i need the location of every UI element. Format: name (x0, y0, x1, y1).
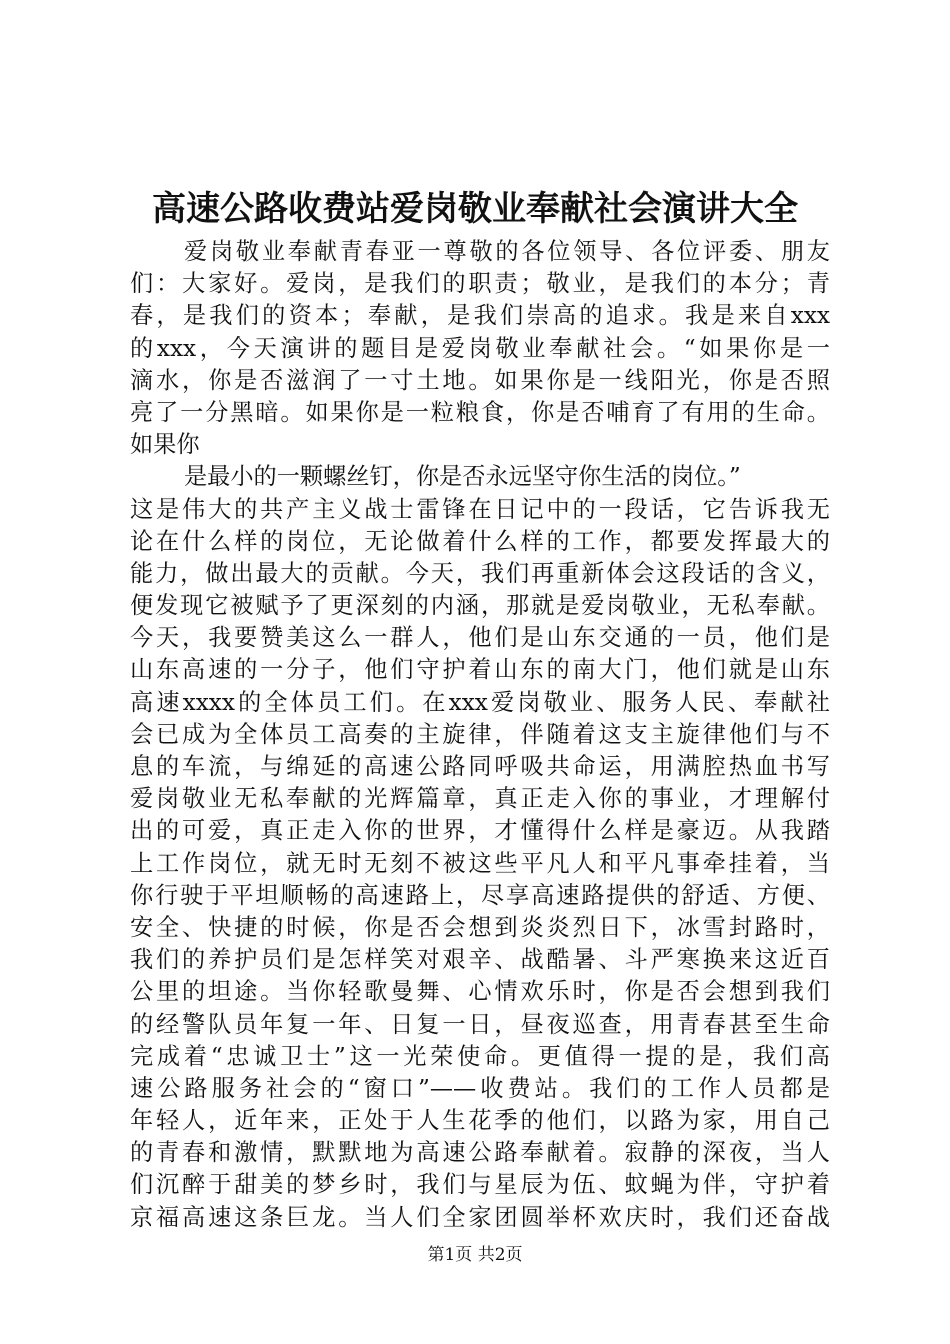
text-line: 息的车流，与绵延的高速公路同呼吸共命运，用满腔热血书写 (130, 753, 830, 780)
text-line: 公里的坦途。当你轻歌曼舞、心情欢乐时，你是否会想到我们 (130, 978, 830, 1006)
text-line: 的xxx，今天演讲的题目是爱岗敬业奉献社会。“如果你是一 (130, 334, 830, 362)
paragraph-2 (130, 461, 830, 1234)
text-line: 如果你 (130, 431, 200, 459)
text-line: 春，是我们的资本；奉献，是我们崇高的追求。我是来自xxx (130, 302, 830, 330)
text-line: 这是伟大的共产主义战士雷锋在日记中的一段话，它告诉我无 (130, 495, 830, 523)
text-line: 完成着“忠诚卫士”这一光荣使命。更值得一提的是，我们高 (130, 1042, 830, 1070)
text-line: 亮了一分黑暗。如果你是一粒粮食，你是否哺育了有用的生命。 (130, 398, 830, 426)
document-title: 高速公路收费站爱岗敬业奉献社会演讲大全 (152, 189, 798, 229)
text-line: 爱岗敬业无私奉献的光辉篇章，真正走入你的事业，才理解付 (130, 785, 830, 813)
text-line: 上工作岗位，就无时无刻不被这些平凡人和平凡事牵挂着，当 (130, 849, 830, 877)
text-line: 们：大家好。爱岗，是我们的职责；敬业，是我们的本分；青 (130, 270, 830, 298)
text-line: 论在什么样的岗位，无论做着什么样的工作，都要发挥最大的 (130, 527, 830, 555)
text-line: 高速xxxx的全体员工们。在xxx爱岗敬业、服务人民、奉献社 (130, 688, 830, 716)
paragraph-1 (130, 236, 830, 461)
text-line: 们沉醉于甜美的梦乡时，我们与星辰为伍、蚊蝇为伴，守护着 (130, 1171, 830, 1199)
text-line: 的经警队员年复一年、日复一日，昼夜巡查，用青春甚至生命 (130, 1010, 830, 1038)
text-line: 年轻人，近年来，正处于人生花季的他们，以路为家，用自己 (130, 1107, 830, 1135)
text-line: 我们的养护员们是怎样笑对艰辛、战酷暑、斗严寒换来这近百 (130, 946, 830, 974)
text-line: 京福高速这条巨龙。当人们全家团圆举杯欢庆时，我们还奋战 (130, 1203, 830, 1231)
page-footer: 第1页 共2页 (427, 1245, 523, 1265)
text-line: 会已成为全体员工高奏的主旋律，伴随着这支主旋律他们与不 (130, 720, 830, 748)
text-line: 的青春和激情，默默地为高速公路奉献着。寂静的深夜，当人 (130, 1139, 830, 1167)
text-line: 山东高速的一分子，他们守护着山东的南大门，他们就是山东 (130, 656, 830, 684)
document-body (130, 236, 830, 1234)
text-line: 出的可爱，真正走入你的世界，才懂得什么样是豪迈。从我踏 (130, 817, 830, 845)
text-line: 速公路服务社会的“窗口”——收费站。我们的工作人员都是 (130, 1074, 830, 1102)
text-line: 你行驶于平坦顺畅的高速路上，尽享高速路提供的舒适、方便、 (130, 881, 830, 909)
text-line: 是最小的一颗螺丝钉，你是否永远坚守你生活的岗位。” (184, 463, 741, 491)
text-line: 能力，做出最大的贡献。今天，我们再重新体会这段话的含义， (130, 559, 830, 587)
text-line: 滴水，你是否滋润了一寸土地。如果你是一线阳光，你是否照 (130, 366, 830, 394)
text-line: 今天，我要赞美这么一群人，他们是山东交通的一员，他们是 (130, 624, 830, 652)
text-line: 安全、快捷的时候，你是否会想到炎炎烈日下，冰雪封路时， (130, 913, 830, 941)
text-line: 便发现它被赋予了更深刻的内涵，那就是爱岗敬业，无私奉献。 (130, 592, 830, 620)
text-line: 爱岗敬业奉献青春亚一尊敬的各位领导、各位评委、朋友 (184, 238, 830, 265)
